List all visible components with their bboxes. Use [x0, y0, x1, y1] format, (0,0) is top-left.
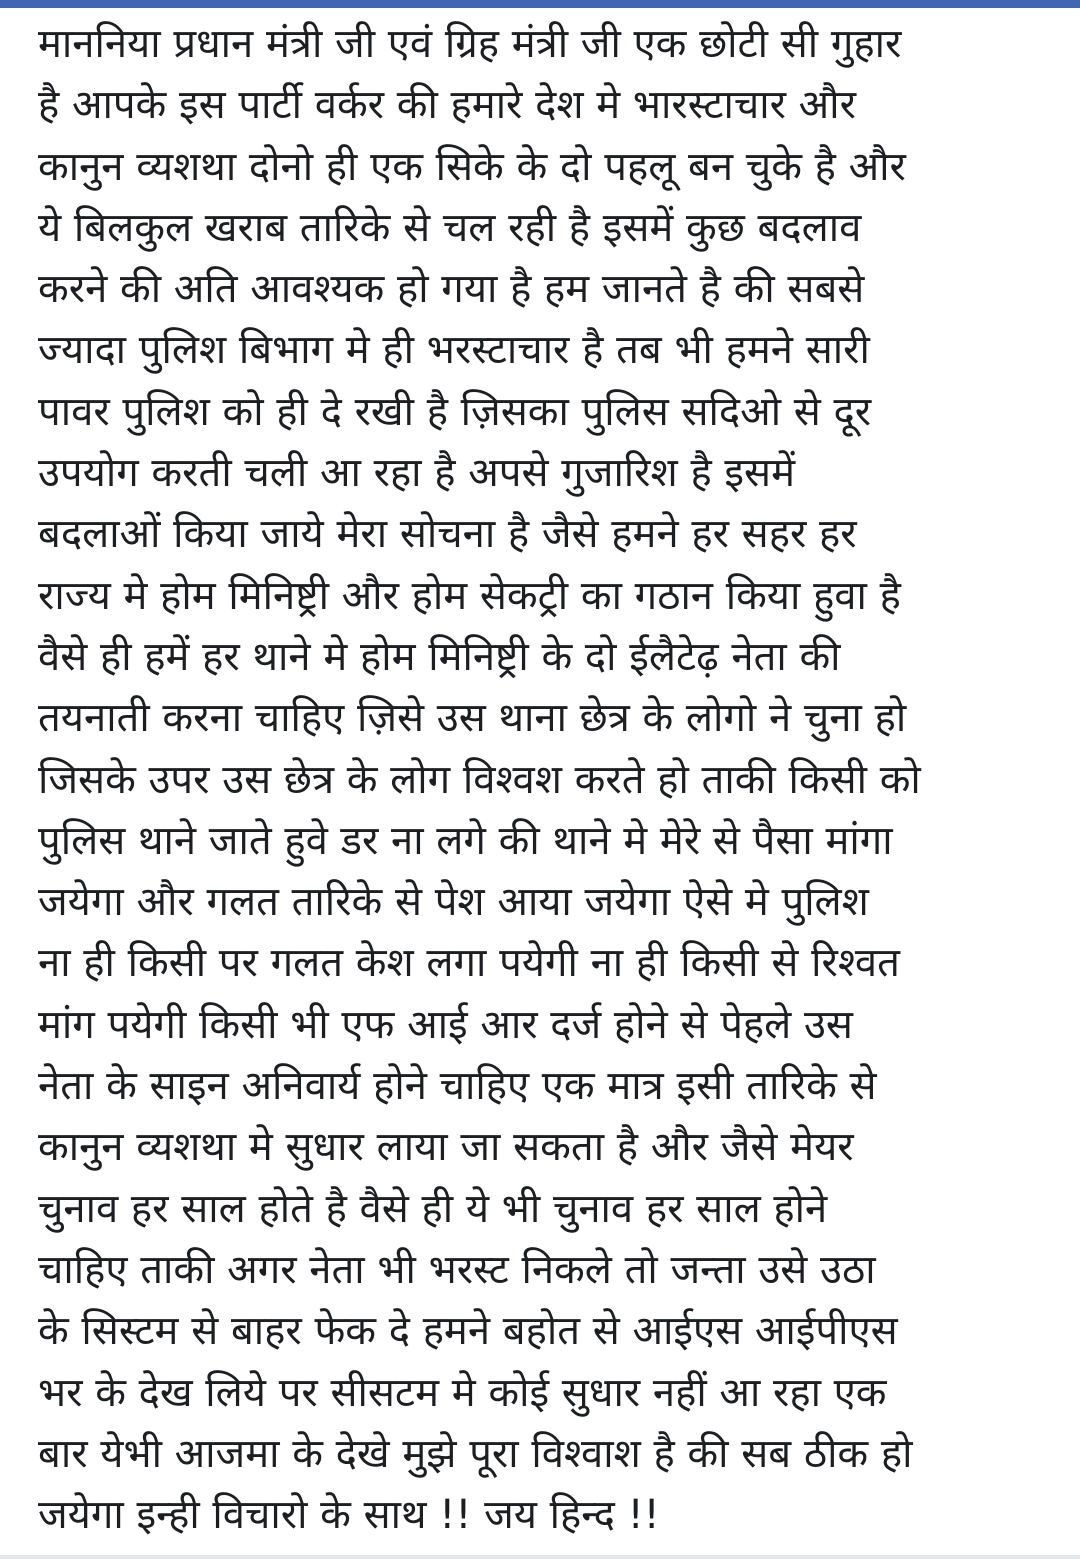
post-line-18: नेता के साइन अनिवार्य होने चाहिए एक मात्र इसी तारिके से [38, 1063, 877, 1110]
post-text [38, 14, 1068, 1546]
bottom-divider [0, 1555, 1080, 1559]
post-line-10: राज्य मे होम मिनिष्ट्री और होम सेकट्री का गठान किया हुवा है [38, 572, 901, 619]
post-line-20: चुनाव हर साल होते है वैसे ही ये भी चुनाव हर साल होने [38, 1185, 828, 1232]
post-line-16: ना ही किसी पर गलत केश लगा पयेगी ना ही किसी से रिश्वत [38, 940, 900, 987]
post-line-1: माननिया प्रधान मंत्री जी एवं ग्रिह मंत्री जी एक छोटी सी गुहार [38, 21, 902, 67]
post-line-24: बार येभी आजमा के देखे मुझे पूरा विश्वाश है की सब ठीक हो [38, 1430, 913, 1477]
post-line-23: भर के देख लिये पर सीसटम मे कोई सुधार नहीं आ रहा एक [38, 1369, 887, 1416]
post-line-4: ये बिलकुल खराब तारिके से चल रही है इसमें कुछ बदलाव [38, 204, 862, 251]
post-line-22: के सिस्टम से बाहर फेक दे हमने बहोत से आईएस आईपीएस [38, 1308, 898, 1355]
post-line-17: मांग पयेगी किसी भी एफ आई आर दर्ज होने से पेहले उस [38, 1001, 853, 1048]
post-line-2: है आपके इस पार्टी वर्कर की हमारे देश मे भारस्टाचार और [38, 82, 856, 129]
post-line-6: ज्यादा पुलिश बिभाग मे ही भरस्टाचार है तब भी हमने सारी [38, 327, 870, 374]
post-line-14: पुलिस थाने जाते हुवे डर ना लगे की थाने मे मेरे से पैसा मांगा [38, 817, 893, 864]
post-line-7: पावर पुलिश को ही दे रखी है ज़िसका पुलिस सदिओ से दूर [38, 388, 872, 435]
post-line-3: कानुन व्यशथा दोनो ही एक सिके के दो पहलू बन चुके है और [38, 143, 906, 190]
top-bar [0, 0, 1080, 8]
post-line-21: चाहिए ताकी अगर नेता भी भरस्ट निकले तो जन्ता उसे उठा [38, 1246, 876, 1293]
post-line-25: जयेगा इन्ही विचारो के साथ !! जय हिन्द !! [38, 1492, 660, 1539]
post-line-19: कानुन व्यशथा मे सुधार लाया जा सकता है और जैसे मेयर [38, 1124, 854, 1171]
post-line-15: जयेगा और गलत तारिके से पेश आया जयेगा ऐसे मे पुलिश [38, 879, 869, 926]
post-line-8: उपयोग करती चली आ रहा है अपसे गुजारिश है इसमें [38, 450, 795, 497]
post-line-11: वैसे ही हमें हर थाने मे होम मिनिष्ट्री के दो ईलैटेढ़ नेता की [38, 633, 841, 680]
post-line-9: बदलाओं किया जाये मेरा सोचना है जैसे हमने हर सहर हर [38, 511, 857, 558]
post-line-12: तयनाती करना चाहिए ज़िसे उस थाना छेत्र के लोगो ने चुना हो [38, 695, 907, 742]
post-line-5: करने की अति आवश्यक हो गया है हम जानते है की सबसे [38, 266, 865, 313]
post-line-13: जिसके उपर उस छेत्र के लोग विश्वश करते हो ताकी किसी को [38, 756, 921, 803]
